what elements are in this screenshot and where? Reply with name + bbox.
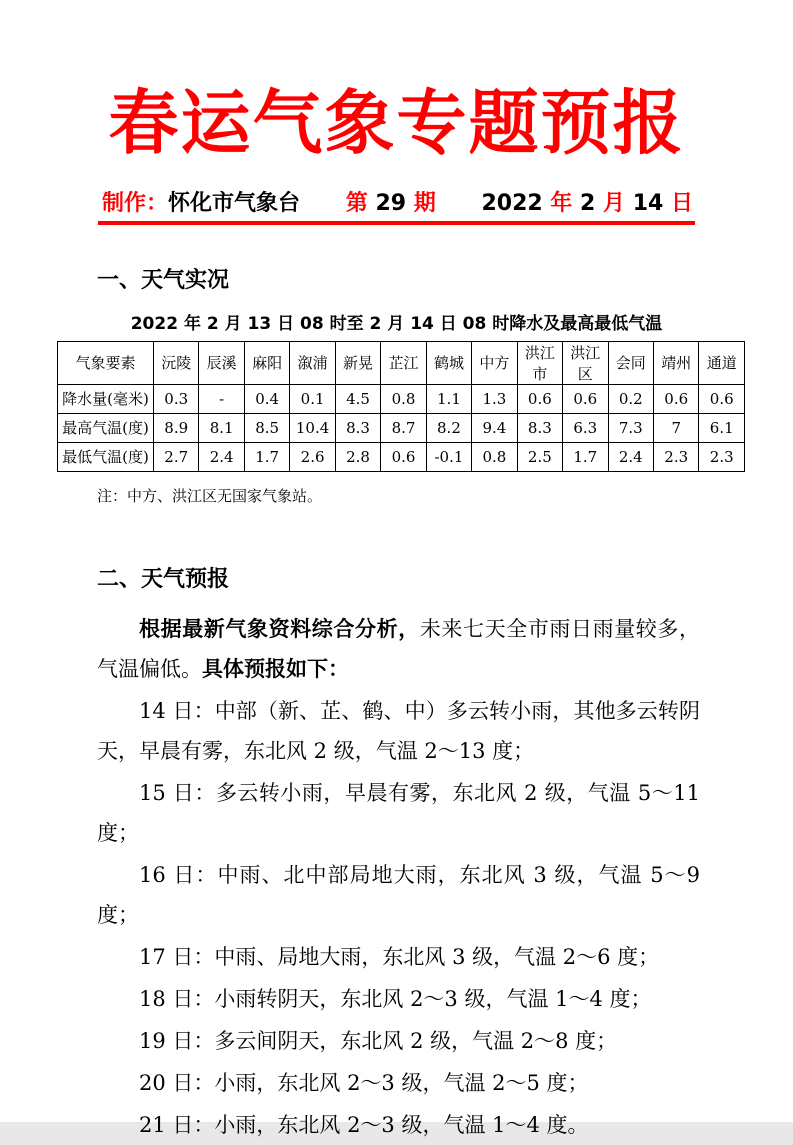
table-note: 注：中方、洪江区无国家气象站。: [97, 486, 323, 505]
forecast-line: 15 日：多云转小雨，早晨有雾，东北风 2 级，气温 5～11 度；: [97, 780, 700, 845]
weather-table-title: 2022 年 2 月 13 日 08 时至 2 月 14 日 08 时降水及最高最低气温: [130, 313, 663, 334]
forecast-line: 14 日：中部（新、芷、鹤、中）多云转小雨，其他多云转阴天，早晨有雾，东北风 2 级，气温 2～13 度；: [97, 698, 700, 763]
table-cell: 0.8: [381, 384, 426, 413]
table-row: [58, 413, 745, 442]
table-cell: 0.6: [563, 384, 608, 413]
masthead-segment: 年: [550, 190, 573, 216]
table-header-cell: 中方: [472, 341, 517, 384]
table-cell: 0.6: [381, 442, 426, 471]
masthead-row: [102, 186, 693, 217]
table-cell: 0.6: [517, 384, 562, 413]
table-cell: 8.1: [199, 413, 244, 442]
table-header-cell: 洪江市: [517, 341, 562, 384]
table-cell: 7: [653, 413, 698, 442]
table-cell: 2.4: [608, 442, 653, 471]
forecast-line: 17 日：中雨、局地大雨，东北风 3 级，气温 2～6 度；: [139, 944, 660, 969]
table-cell: 0.6: [699, 384, 745, 413]
table-cell: 2.8: [335, 442, 380, 471]
masthead-segment: 制作：: [102, 190, 169, 216]
forecast-day-list: [0, 691, 793, 1145]
table-cell: 6.3: [563, 413, 608, 442]
document-title: 春运气象专题预报: [108, 81, 685, 164]
table-cell: 2.6: [290, 442, 335, 471]
table-header-cell: 气象要素: [58, 341, 154, 384]
table-cell: 8.3: [517, 413, 562, 442]
masthead-segment: 日: [670, 190, 693, 216]
table-header-cell: 新晃: [335, 341, 380, 384]
table-row: [58, 442, 745, 471]
forecast-line: 16 日：中雨、北中部局地大雨，东北风 3 级，气温 5～9 度；: [97, 862, 700, 927]
masthead-segment: 2022: [481, 190, 551, 216]
forecast-intro-bold-tail: 具体预报如下：: [202, 656, 349, 681]
forecast-line: 21 日：小雨，东北风 2～3 级，气温 1～4 度。: [139, 1112, 589, 1137]
forecast-intro-paragraph: [97, 609, 700, 689]
table-cell: 8.7: [381, 413, 426, 442]
weather-observation-table: [57, 341, 745, 472]
table-header-cell: 会同: [608, 341, 653, 384]
section-observation-heading: 一、天气实况: [97, 267, 230, 293]
table-cell: 6.1: [699, 413, 745, 442]
table-cell: -: [199, 384, 244, 413]
masthead-segment: 期: [406, 190, 436, 216]
table-body: [58, 384, 745, 471]
section-forecast-heading: 二、天气预报: [97, 566, 230, 592]
table-cell: 0.1: [290, 384, 335, 413]
table-cell: 2.7: [154, 442, 199, 471]
table-cell: 8.9: [154, 413, 199, 442]
table-header-cell: 辰溪: [199, 341, 244, 384]
table-cell: 1.1: [426, 384, 471, 413]
table-cell: 2.4: [199, 442, 244, 471]
masthead-segment: 2: [572, 190, 604, 216]
table-cell: 0.4: [244, 384, 289, 413]
table-cell: 1.7: [563, 442, 608, 471]
forecast-intro-bold-lead: 根据最新气象资料综合分析，: [139, 616, 420, 641]
table-header-row: [58, 341, 745, 384]
row-label-cell: 最低气温(度): [58, 442, 154, 471]
table-header-cell: 溆浦: [290, 341, 335, 384]
table-header-cell: 沅陵: [154, 341, 199, 384]
table-cell: 8.5: [244, 413, 289, 442]
table-cell: 2.3: [699, 442, 745, 471]
table-cell: 9.4: [472, 413, 517, 442]
table-cell: 2.5: [517, 442, 562, 471]
forecast-line: 20 日：小雨，东北风 2～3 级，气温 2～5 度；: [139, 1070, 589, 1095]
table-header-cell: 洪江区: [563, 341, 608, 384]
issue-date-text: [481, 186, 693, 217]
table-cell: 7.3: [608, 413, 653, 442]
masthead-segment: 29: [375, 190, 407, 216]
table-row: [58, 384, 745, 413]
table-cell: 10.4: [290, 413, 335, 442]
table-cell: 1.3: [472, 384, 517, 413]
table-cell: 8.2: [426, 413, 471, 442]
table-cell: 0.8: [472, 442, 517, 471]
table-header-cell: 靖州: [653, 341, 698, 384]
table-cell: 8.3: [335, 413, 380, 442]
row-label-cell: 降水量(毫米): [58, 384, 154, 413]
table-header-cell: 通道: [699, 341, 745, 384]
table-cell: 0.3: [154, 384, 199, 413]
table-header-cell: 芷江: [381, 341, 426, 384]
masthead-segment: 第: [345, 190, 376, 216]
forecast-intro-regular: 未来七天全市雨日雨量较多，气温偏低。: [97, 616, 701, 681]
row-label-cell: 最高气温(度): [58, 413, 154, 442]
table-cell: -0.1: [426, 442, 471, 471]
table-header-cell: 麻阳: [244, 341, 289, 384]
masthead-segment: 14: [625, 190, 671, 216]
producer-text: [102, 186, 300, 217]
masthead-segment: 月: [603, 190, 626, 216]
table-cell: 4.5: [335, 384, 380, 413]
forecast-line: 18 日：小雨转阴天，东北风 2～3 级，气温 1～4 度；: [139, 986, 652, 1011]
table-cell: 2.3: [653, 442, 698, 471]
table-cell: 0.2: [608, 384, 653, 413]
table-cell: 1.7: [244, 442, 289, 471]
issue-number-text: [346, 186, 436, 217]
table-header-cell: 鹤城: [426, 341, 471, 384]
table-cell: 0.6: [653, 384, 698, 413]
masthead-segment: 怀化市气象台: [168, 190, 301, 216]
masthead-divider: [98, 221, 695, 225]
forecast-line: 19 日：多云间阴天，东北风 2 级，气温 2～8 度；: [139, 1028, 618, 1053]
